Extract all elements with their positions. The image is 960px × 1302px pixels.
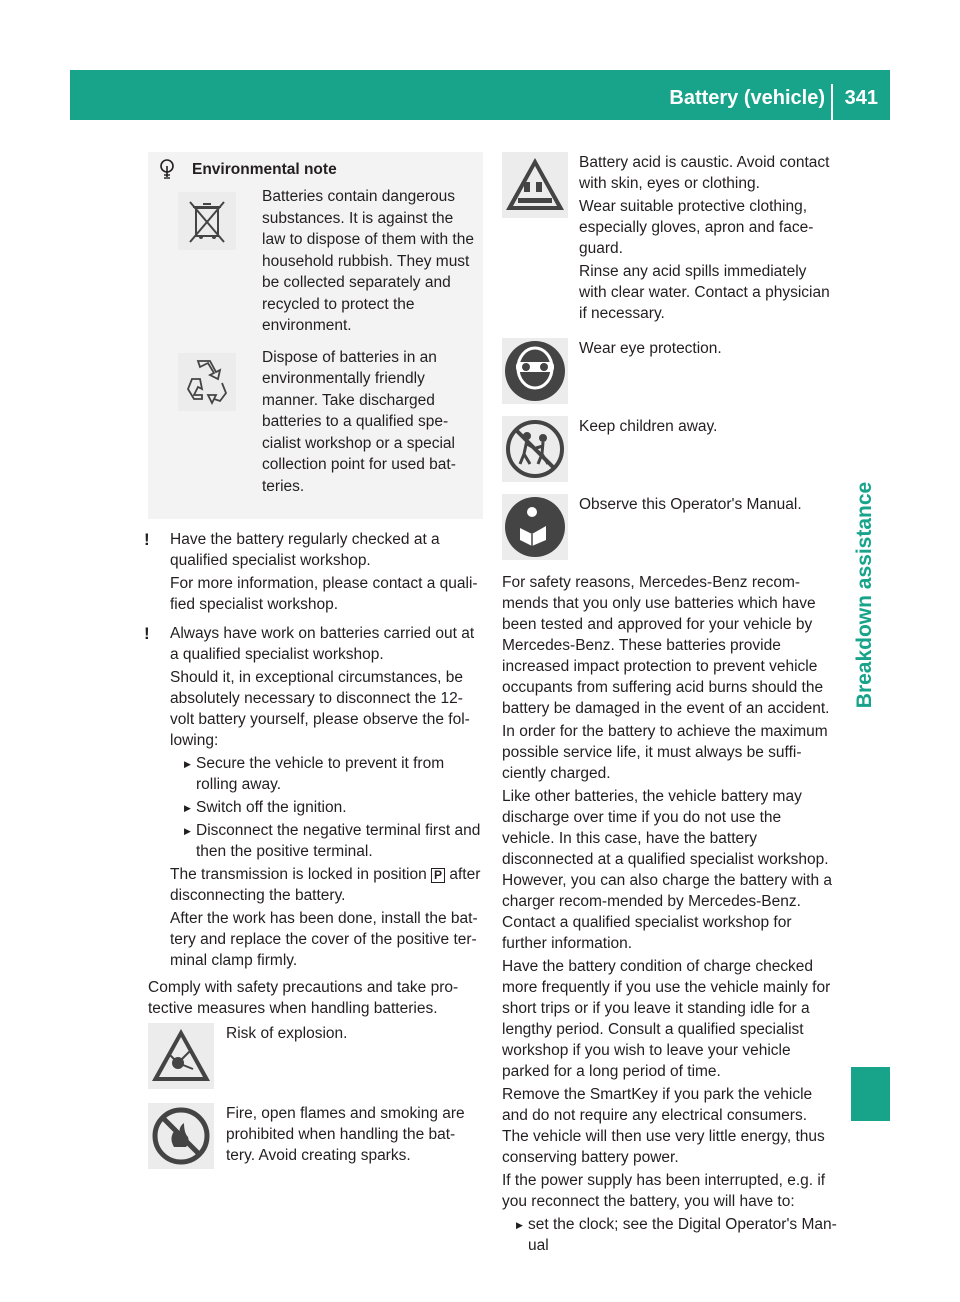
warning-text: Keep children away.	[579, 418, 718, 435]
paragraph: For safety reasons, Mercedes-Benz recom-mends that you only use batteries which have been tested and approved for your vehicle by Mercedes-Benz. These batteries provide increased impact protection to prevent vehicle occupants from suffering acid burns should the battery be damaged in the event of an accident.	[502, 574, 830, 717]
warning-text: Risk of explosion.	[226, 1025, 348, 1042]
page-number: 341	[844, 87, 878, 109]
warning-item	[502, 494, 837, 560]
warning-item	[502, 152, 837, 326]
paragraph: Remove the SmartKey if you park the vehicle and do not require any electrical consumers. The vehicle will then use very little energy, thus conserving battery power.	[502, 1086, 825, 1166]
header-bar	[70, 70, 890, 120]
bullet-list	[502, 1214, 837, 1256]
warning-text: Fire, open flames and smoking are prohibited when handling the bat-tery. Avoid creating sparks.	[226, 1105, 465, 1164]
env-note-heading	[156, 158, 475, 180]
important-note	[140, 623, 483, 973]
bullet-list	[170, 753, 483, 862]
header-divider	[831, 84, 833, 120]
section-tab	[851, 1067, 890, 1121]
warning-text: Wear eye protection.	[579, 340, 722, 357]
no-fire-icon	[148, 1103, 214, 1169]
warning-item	[502, 338, 837, 404]
note-text: Should it, in exceptional circumstances, be absolutely necessary to disconnect the 12-volt battery yourself, please observe the fol-lowing:	[170, 669, 470, 749]
corrosive-warning-icon	[502, 152, 568, 218]
warning-item	[148, 1023, 483, 1089]
right-column	[502, 152, 837, 1258]
list-item: ▶ Switch off the ignition.	[184, 797, 483, 818]
env-note-text: Dispose of batteries in an environmentally friendly manner. Take discharged batteries to a qualified spe-cialist workshop or a special collection point for used bat-teries.	[262, 348, 456, 495]
list-item: ▶ Secure the vehicle to prevent it from rolling away.	[184, 753, 483, 795]
list-item: ▶ set the clock; see the Digital Operator's Man-ual	[516, 1214, 837, 1256]
environmental-note-box	[148, 152, 483, 519]
transmission-text-end: after disconnecting the battery.	[170, 866, 481, 904]
section-side-label	[845, 395, 885, 795]
env-note-text: Batteries contain dangerous substances. It is against the law to dispose of them with the household rubbish. They must be collected separately and recycled to protect the environment.	[262, 188, 474, 334]
left-column	[144, 152, 483, 1183]
recycle-icon	[178, 353, 236, 411]
warning-item	[502, 416, 837, 482]
note-text: Always have work on batteries carried out at a qualified specialist workshop.	[170, 625, 475, 663]
transmission-text: The transmission is locked in position	[170, 866, 427, 883]
note-text: For more information, please contact a quali-fied specialist workshop.	[170, 575, 478, 613]
paragraph: In order for the battery to achieve the maximum possible service life, it must always be suffi-ciently charged.	[502, 723, 828, 782]
read-manual-icon	[502, 494, 568, 560]
lightbulb-icon	[156, 158, 178, 180]
paragraph: Have the battery condition of charge checked more frequently if you use the vehicle mainly for short trips or if you leave it standing idle for a lengthy period. Consult a qualified specialist workshop if you wish to leave your vehicle parked for a long period of time.	[502, 958, 831, 1080]
park-position-symbol: P	[431, 868, 445, 883]
explosion-warning-icon	[148, 1023, 214, 1089]
section-label-text: Breakdown assistance	[853, 481, 876, 709]
important-note	[140, 529, 483, 617]
warning-text: Rinse any acid spills immediately with clear water. Contact a physician if necessary.	[579, 263, 830, 322]
page-title: Battery (vehicle)	[669, 87, 825, 109]
exclamation-icon: !	[144, 624, 150, 643]
warning-text: Observe this Operator's Manual.	[579, 496, 802, 513]
list-item: ▶ Disconnect the negative terminal first and then the positive terminal.	[184, 820, 483, 862]
eye-protection-icon	[502, 338, 568, 404]
crossed-bin-icon	[178, 192, 236, 250]
note-text: After the work has been done, install the bat-tery and replace the cover of the positive ter-minal clamp firmly.	[170, 910, 478, 969]
keep-children-away-icon	[502, 416, 568, 482]
note-text	[170, 864, 483, 906]
env-note-title: Environmental note	[192, 160, 337, 178]
note-text: Have the battery regularly checked at a qualified specialist workshop.	[170, 531, 440, 569]
env-note-item	[156, 186, 475, 337]
comply-text: Comply with safety precautions and take pro-tective measures when handling batteries.	[148, 979, 459, 1017]
battery-info-text	[502, 572, 837, 1256]
warning-item	[148, 1103, 483, 1169]
exclamation-icon: !	[144, 530, 150, 549]
paragraph: If the power supply has been interrupted, e.g. if you reconnect the battery, you will have to:	[502, 1172, 826, 1210]
warning-text: Battery acid is caustic. Avoid contact with skin, eyes or clothing.	[579, 154, 830, 192]
env-note-item	[156, 347, 475, 498]
paragraph: Like other batteries, the vehicle battery may discharge over time if you do not use the vehicle. In this case, have the battery disconnected at a qualified specialist workshop. However, you can also charge the battery with a charger recom-mended by Mercedes-Benz. Contact a qualified specialist workshop for further information.	[502, 788, 832, 952]
warning-text: Wear suitable protective clothing, especially gloves, apron and face-guard.	[579, 198, 814, 257]
